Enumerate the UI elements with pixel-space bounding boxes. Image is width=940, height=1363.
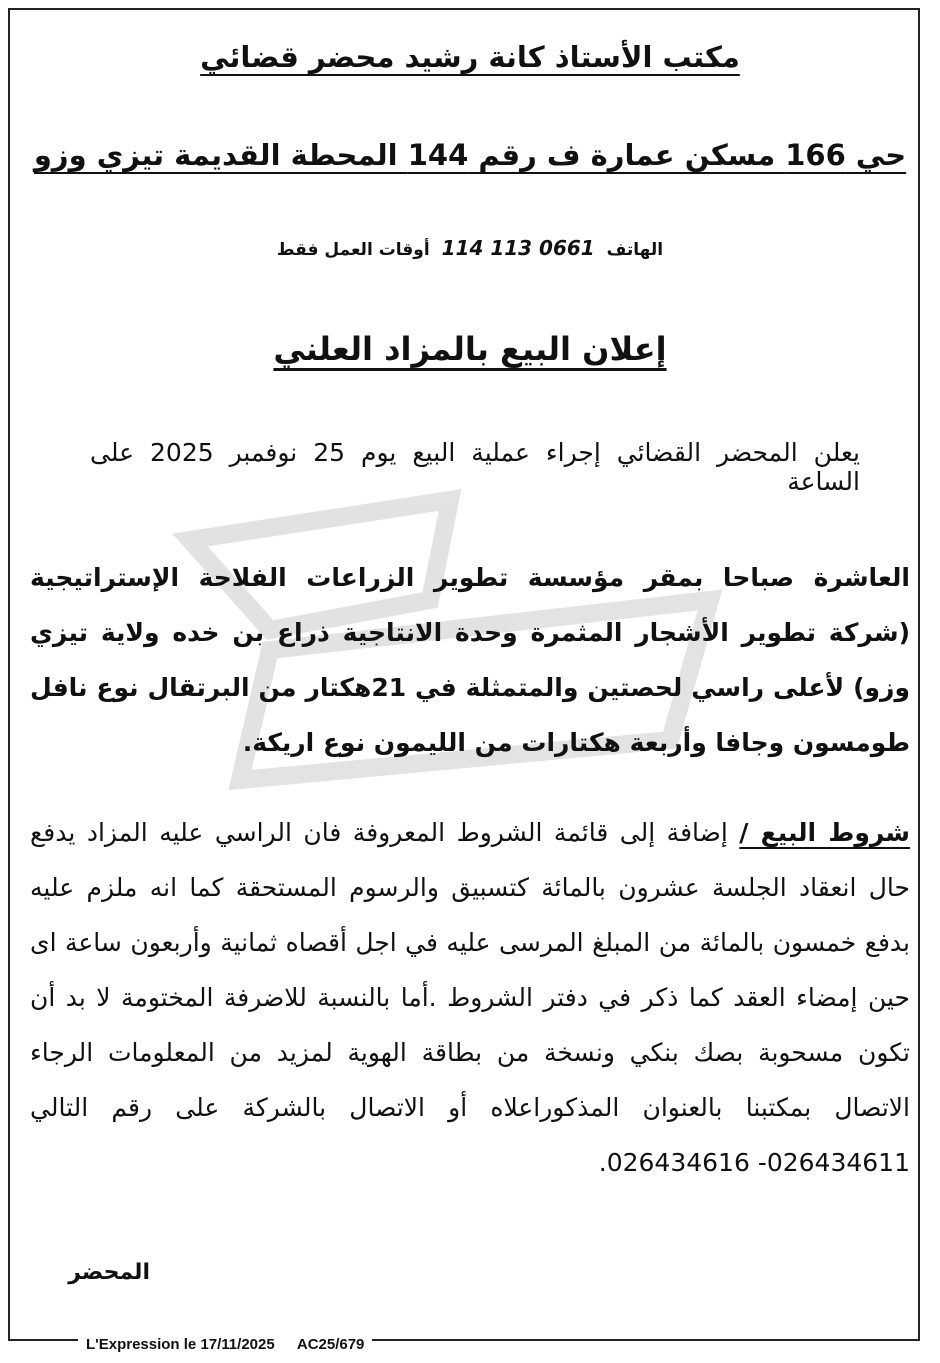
footer-reference: AC25/679 bbox=[296, 1336, 365, 1353]
conditions-text: إضافة إلى قائمة الشروط المعروفة فان الراسي عليه المزاد يدفع حال انعقاد الجلسة عشرون بالمائة كتسبيق والرسوم المستحقة كما انه ملزم عليه بدفع خمسون بالمائة من المبلغ المرسى عليه في اجل أقصاه ثمانية وأربعون ساعة اى حين إمضاء العقد كما ذكر في دفتر الشروط .أما بالنسبة للاضرفة المختومة لا بد أن تكون مسحوبة بصك بنكي ونسخة من بطاقة الهوية لمزيد من المعلومات الرجاء الاتصال بمكتبنا بالعنوان المذكوراعلاه أو الاتصال بالشركة على رقم التالي 026434611- 026434616. bbox=[30, 818, 910, 1177]
office-phone-line bbox=[30, 236, 910, 260]
signature: المحضر bbox=[68, 1260, 150, 1285]
phone-hours: أوقات العمل فقط bbox=[276, 240, 430, 260]
phone-number: 0661 113 114 bbox=[441, 236, 595, 260]
phone-label: الهاتف bbox=[606, 240, 664, 260]
sale-conditions bbox=[30, 805, 910, 1190]
footer-newspaper: L'Expression le 17/11/2025 bbox=[86, 1336, 275, 1353]
notice-details: العاشرة صباحا بمقر مؤسسة تطوير الزراعات الفلاحة الإستراتيجية (شركة تطوير الأشجار المثمرة وحدة الانتاجية ذراع بن خده ولاية تيزي وزو) لأعلى راسي لحصتين والمتمثلة في 21هكتار من البرتقال نوع نافل طومسون وجافا وأربعة هكتارات من الليمون نوع اريكة. bbox=[30, 563, 910, 757]
notice-intro: يعلن المحضر القضائي إجراء عملية البيع يوم 25 نوفمبر 2025 على الساعة bbox=[90, 438, 860, 496]
conditions-label: شروط البيع / bbox=[739, 818, 910, 847]
office-address: حي 166 مسكن عمارة ف رقم 144 المحطة القديمة تيزي وزو bbox=[33, 138, 907, 172]
footer bbox=[78, 1336, 372, 1353]
notice-title: إعلان البيع بالمزاد العلني bbox=[273, 330, 667, 368]
office-name: مكتب الأستاذ كانة رشيد محضر قضائي bbox=[200, 40, 740, 74]
